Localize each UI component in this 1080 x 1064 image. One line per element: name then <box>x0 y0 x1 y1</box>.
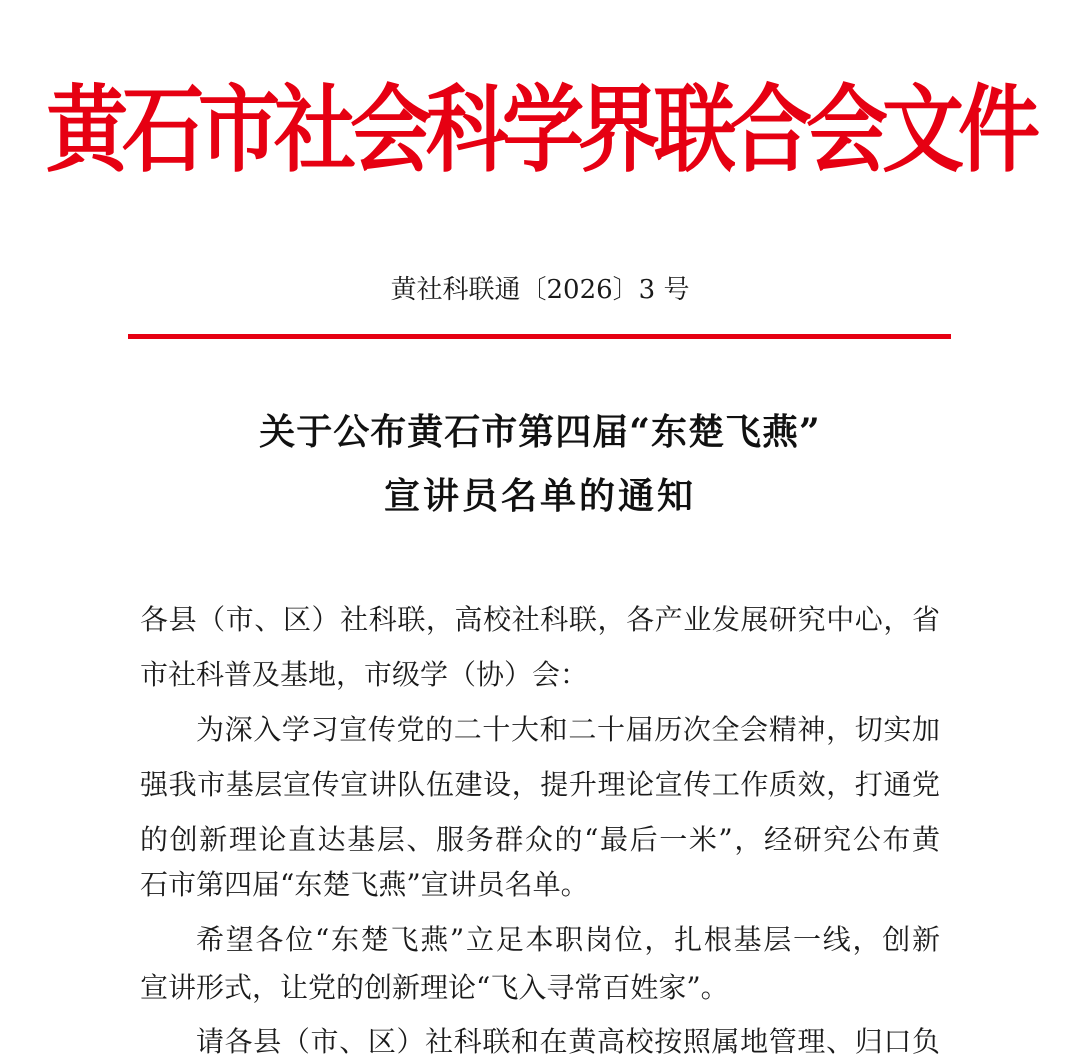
body-line-1: 各县（市、区）社科联，高校社科联，各产业发展研究中心，省 <box>140 603 940 636</box>
body-line-2: 市社科普及基地，市级学（协）会： <box>140 658 589 691</box>
body-line-6: 石市第四届“东楚飞燕”宣讲员名单。 <box>140 868 589 901</box>
document-number: 黄社科联通〔2026〕3 号 <box>390 275 690 305</box>
notice-title-line-1: 关于公布黄石市第四届“东楚飞燕” <box>259 411 821 453</box>
body-line-9: 请各县（市、区）社科联和在黄高校按照属地管理、归口负 <box>196 1025 940 1058</box>
red-divider-line <box>128 334 951 339</box>
body-line-3: 为深入学习宣传党的二十大和二十届历次全会精神，切实加 <box>196 713 940 746</box>
notice-title-line-2: 宣讲员名单的通知 <box>383 475 696 517</box>
body-line-4: 强我市基层宣传宣讲队伍建设，提升理论宣传工作质效，打通党 <box>140 768 940 801</box>
body-line-5: 的创新理论直达基层、服务群众的“最后一米”，经研究公布黄 <box>140 823 940 856</box>
body-line-8: 宣讲形式，让党的创新理论“飞入寻常百姓家”。 <box>140 971 729 1004</box>
org-document-header: 黄石市社会科学界联合会文件 <box>45 76 1034 186</box>
body-line-7: 希望各位“东楚飞燕”立足本职岗位，扎根基层一线，创新 <box>196 923 940 956</box>
